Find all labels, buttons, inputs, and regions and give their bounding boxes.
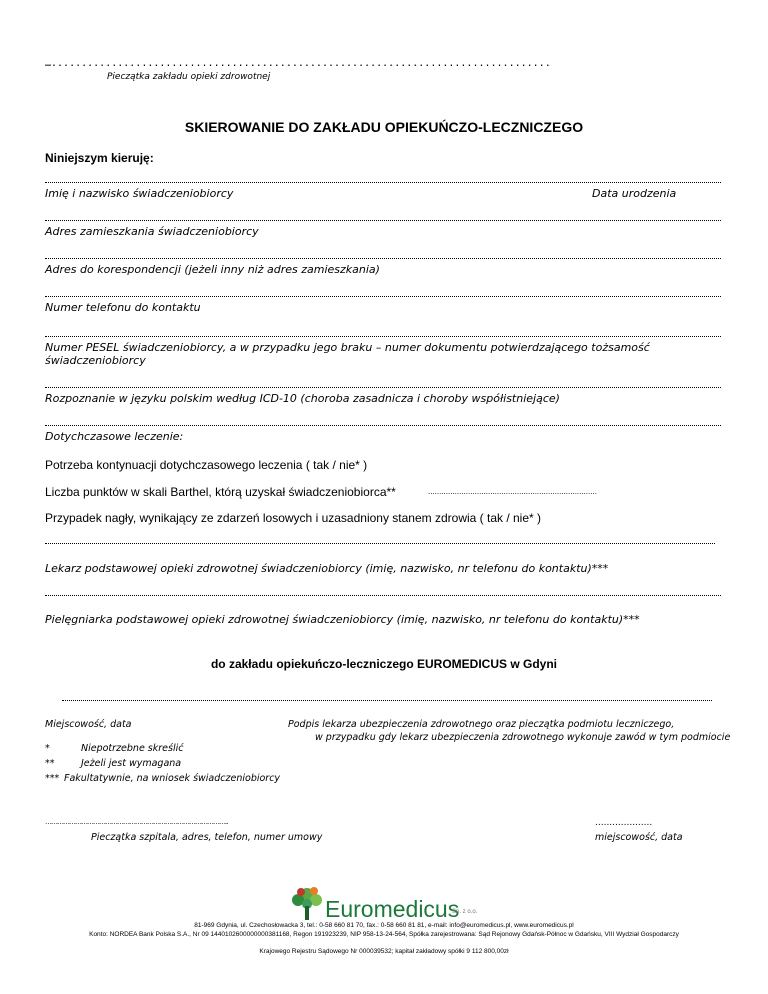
treatment-field-label: Dotychczasowe leczenie: xyxy=(45,430,184,443)
barthel-question: Liczba punktów w skali Barthel, którą uzyskał świadczeniobiorca** xyxy=(45,485,396,499)
address-field-line[interactable] xyxy=(45,220,721,221)
signature-line[interactable] xyxy=(62,700,712,701)
note-text-3: Fakultatywnie, na wniosek świadczeniobiorcy xyxy=(64,773,281,784)
place-date-label: Miejscowość, data xyxy=(45,719,132,730)
diagnosis-field-line[interactable] xyxy=(45,387,721,388)
phone-field-line[interactable] xyxy=(45,296,721,297)
intro-text: Niniejszym kieruję: xyxy=(45,151,154,165)
phone-field-label: Numer telefonu do kontaktu xyxy=(45,301,201,314)
pesel-field-line[interactable] xyxy=(45,336,721,337)
note-text-1: Niepotrzebne skreślić xyxy=(81,743,184,754)
doctor-field-label: Lekarz podstawowej opieki zdrowotnej świadczeniobiorcy (imię, nazwisko, nr telefonu do kontaktu)*** xyxy=(45,562,609,575)
hospital-stamp-dots[interactable]: ……………………………………………………………………………….. xyxy=(45,818,228,826)
logo-suffix: Sp. z o.o. xyxy=(452,909,478,915)
emergency-question: Przypadek nagły, wynikający ze zdarzeń losowych i uzasadniony stanem zdrowia ( tak / nie* ) xyxy=(45,511,542,525)
treatment-field-line[interactable] xyxy=(45,425,721,426)
birthdate-field-label: Data urodzenia xyxy=(592,187,677,200)
note-mark-1: * xyxy=(45,743,50,754)
pesel-field-label: Numer PESEL świadczeniobiorcy, a w przypadku jego braku – numer dokumentu potwierdzającego tożsamość xyxy=(45,341,650,354)
logo-wordmark: Euromedicus xyxy=(325,896,460,922)
doctor-field-line[interactable] xyxy=(45,543,715,544)
footer-line-2: Konto: NORDEA Bank Polska S.A., Nr 09 1440102600000000381168, Regon 191923239, NIP 958-13-24-564, Spółka zarejestrowana: Sąd Rejonowy Gdańsk-Północ w Gdańsku, VIII Wydział Gospodarczy xyxy=(89,931,679,938)
pesel-field-label-cont: świadczeniobiorcy xyxy=(45,354,146,367)
stamp-label: Pieczątka zakładu opieki zdrowotnej xyxy=(107,72,271,82)
footer-line-1: 81-969 Gdynia, ul. Czechosłowacka 3, tel.: 0-58 660 81 70, fax.: 0-58 660 81 81, e-mail: info@euromedicus.pl, www.euromedicus.pl xyxy=(194,922,574,929)
name-field-line[interactable] xyxy=(45,182,721,183)
document-title: SKIEROWANIE DO ZAKŁADU OPIEKUŃCZO-LECZNICZEGO xyxy=(184,119,584,135)
doctor-signature-label-2: w przypadku gdy lekarz ubezpieczenia zdrowotnego wykonuje zawód w tym podmiocie xyxy=(315,732,731,743)
note-text-2: Jeżeli jest wymagana xyxy=(81,758,182,769)
address-field-label: Adres zamieszkania świadczeniobiorcy xyxy=(45,225,259,238)
correspondence-field-line[interactable] xyxy=(45,258,721,259)
barthel-score-dots[interactable]: ............................................................................ xyxy=(428,487,597,496)
continuation-question: Potrzeba kontynuacji dotychczasowego leczenia ( tak / nie* ) xyxy=(45,458,368,472)
nurse-field-line[interactable] xyxy=(45,595,721,596)
name-field-label: Imię i nazwisko świadczeniobiorcy xyxy=(45,187,234,200)
hospital-stamp-label: Pieczątka szpitala, adres, telefon, numer umowy xyxy=(91,832,323,843)
stamp-dotted-line: …................................................................................... xyxy=(45,58,551,69)
doctor-signature-label-1: Podpis lekarza ubezpieczenia zdrowotnego oraz pieczątka podmiotu leczniczego, xyxy=(288,719,675,730)
diagnosis-field-label: Rozpoznanie w języku polskim według ICD-10 (choroba zasadnicza i choroby współistniejące) xyxy=(45,392,560,405)
note-mark-3: *** xyxy=(45,773,60,784)
footer-line-3: Krajowego Rejestru Sądowego Nr 000039532; kapitał zakładowy spółki 9 112 800,00zł xyxy=(259,948,509,955)
tree-icon xyxy=(287,884,327,924)
destination-text: do zakładu opiekuńczo-leczniczego EUROMEDICUS w Gdyni xyxy=(210,657,558,671)
euromedicus-tree-logo xyxy=(287,884,327,924)
place-date-bottom-label: miejscowość, data xyxy=(595,832,683,843)
place-date-dots[interactable]: .................... xyxy=(595,818,653,828)
note-mark-2: ** xyxy=(45,758,55,769)
correspondence-field-label: Adres do korespondencji (jeżeli inny niż adres zamieszkania) xyxy=(45,263,380,276)
nurse-field-label: Pielęgniarka podstawowej opieki zdrowotnej świadczeniobiorcy (imię, nazwisko, nr telefonu do kontaktu)*** xyxy=(45,613,640,626)
